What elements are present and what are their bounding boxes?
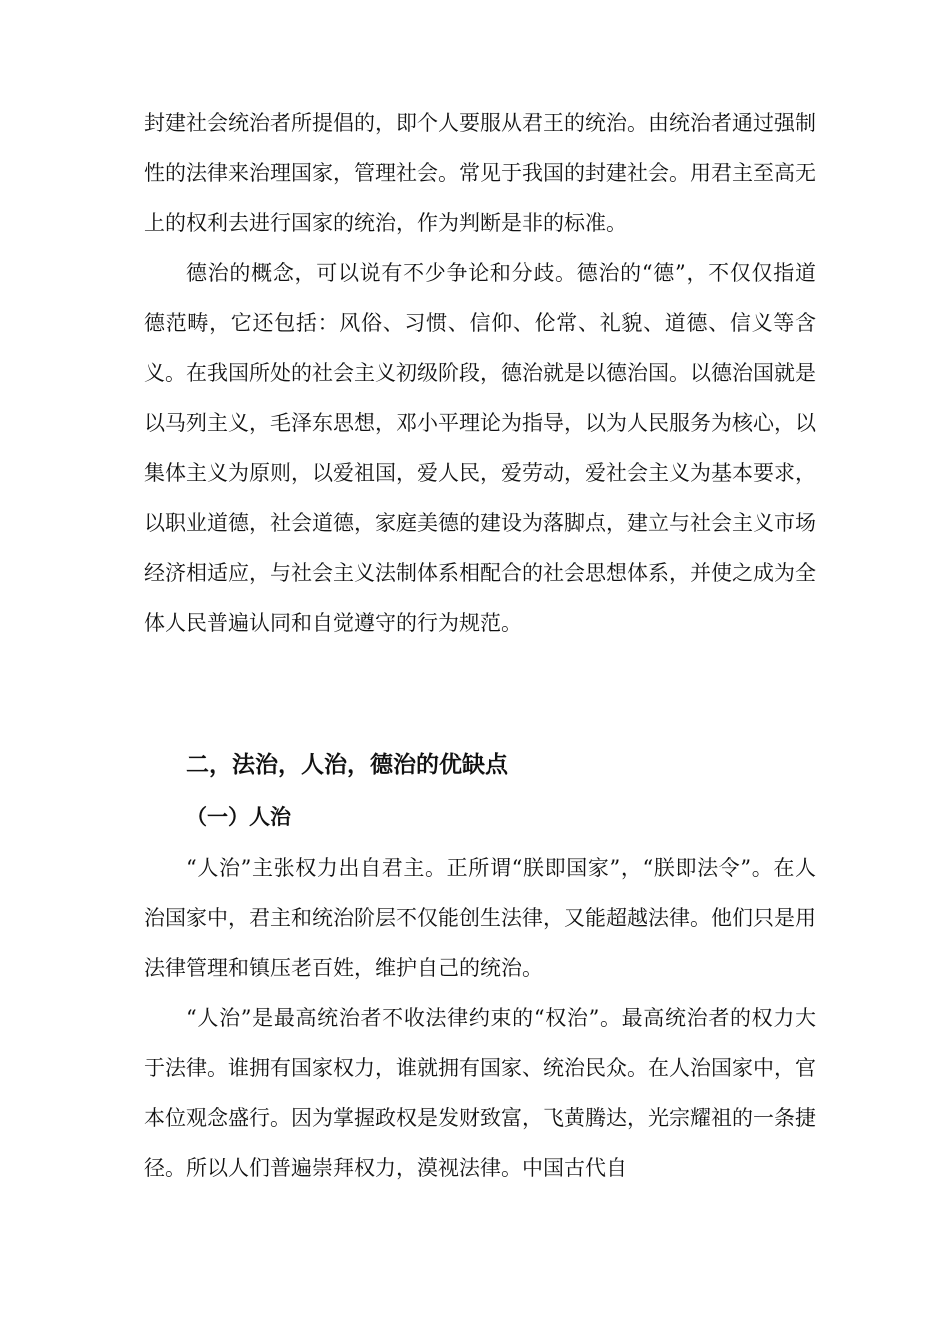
paragraph-feudal-rule: 封建社会统治者所提倡的，即个人要服从君王的统治。由统治者通过强制性的法律来治理国家，管理社会。常见于我国的封建社会。用君主至高无上的权利去进行国家的统治，作为判断是非的标准。 [144,111,816,235]
paragraph-rule-of-virtue: 德治的概念，可以说有不少争论和分歧。德治的“德”，不仅仅指道德范畴，它还包括：风俗、习惯、信仰、伦常、礼貌、道德、信义等含义。在我国所处的社会主义初级阶段，德治就是以德治国。以德治国就是以马列主义，毛泽东思想，邓小平理论为指导，以为人民服务为核心，以集体主义为原则，以爱祖国，爱人民，爱劳动，爱社会主义为基本要求，以职业道德，社会道德，家庭美德的建设为落脚点，建立与社会主义市场经济相适应，与社会主义法制体系相配合的社会思想体系，并使之成为全体人民普遍认同和自觉遵守的行为规范。 [144,261,816,635]
paragraph-rule-of-man-origin: “人治”主张权力出自君主。正所谓“朕即国家”，“朕即法令”。在人治国家中，君主和统治阶层不仅能创生法律，又能超越法律。他们只是用法律管理和镇压老百姓，维护自己的统治。 [144,856,816,980]
subsection-heading: （一）人治 [186,804,291,829]
section-heading: 二，法治，人治，德治的优缺点 [186,751,508,778]
paragraph-rule-of-man-power: “人治”是最高统治者不收法律约束的“权治”。最高统治者的权力大于法律。谁拥有国家权力，谁就拥有国家、统治民众。在人治国家中，官本位观念盛行。因为掌握政权是发财致富，飞黄腾达，光宗耀祖的一条捷径。所以人们普遍崇拜权力，漠视法律。中国古代自 [144,1006,816,1180]
